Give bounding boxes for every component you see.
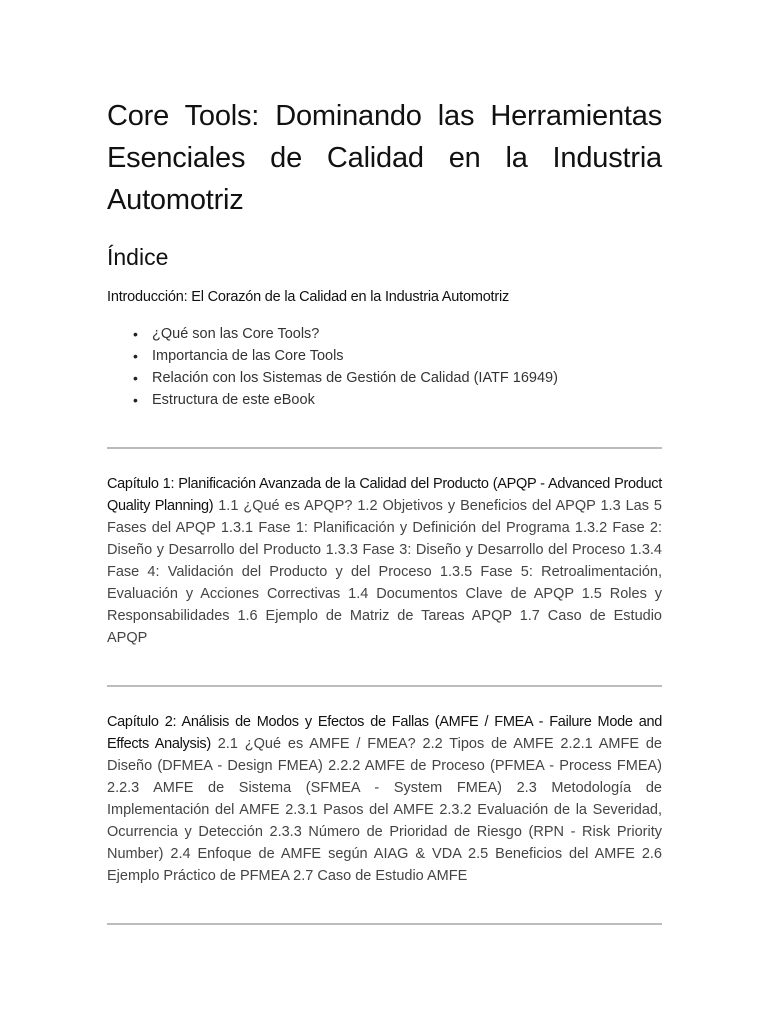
list-item-label: ¿Qué son las Core Tools?	[152, 326, 320, 342]
chapter-2-entry	[107, 711, 662, 887]
bullet-icon: •	[133, 326, 138, 342]
chapter-2-title: Capítulo 2: Análisis de Modos y Efectos de Fallas (AMFE / FMEA - Failure Mode and Effects Analysis)	[107, 714, 662, 752]
chapter-2-contents: 2.1 ¿Qué es AMFE / FMEA? 2.2 Tipos de AMFE 2.2.1 AMFE de Diseño (DFMEA - Design FMEA) 2.2.2 AMFE de Proceso (PFMEA - Process FMEA) 2.2.3 AMFE de Sistema (SFMEA - System FMEA) 2.3 Metodología de Implementación del AMFE 2.3.1 Pasos del AMFE 2.3.2 Evaluación de la Severidad, Ocurrencia y Detección 2.3.3 Número de Prioridad de Riesgo (RPN - Risk Priority Number) 2.4 Enfoque de AMFE según AIAG & VDA 2.5 Beneficios del AMFE 2.6 Ejemplo Práctico de PFMEA 2.7 Caso de Estudio AMFE	[107, 736, 662, 884]
section-divider	[107, 923, 662, 925]
list-item	[107, 367, 662, 389]
list-item	[107, 345, 662, 367]
intro-bullet-list	[107, 323, 662, 411]
document-title: Core Tools: Dominando las Herramientas Esenciales de Calidad en la Industria Automotriz	[107, 100, 662, 216]
bullet-icon: •	[133, 370, 138, 386]
list-item-label: Importancia de las Core Tools	[152, 348, 344, 364]
bullet-icon: •	[133, 392, 138, 408]
list-item	[107, 323, 662, 345]
chapter-1-entry	[107, 473, 662, 649]
section-divider	[107, 685, 662, 687]
list-item-label: Relación con los Sistemas de Gestión de Calidad (IATF 16949)	[152, 370, 558, 386]
section-divider	[107, 447, 662, 449]
document-page	[107, 95, 662, 925]
bullet-icon: •	[133, 348, 138, 364]
chapter-1-contents: 1.1 ¿Qué es APQP? 1.2 Objetivos y Beneficios del APQP 1.3 Las 5 Fases del APQP 1.3.1 Fase 1: Planificación y Definición del Programa 1.3.2 Fase 2: Diseño y Desarrollo del Producto 1.3.3 Fase 3: Diseño y Desarrollo del Proceso 1.3.4 Fase 4: Validación del Producto y del Proceso 1.3.5 Fase 5: Retroalimentación, Evaluación y Acciones Correctivas 1.4 Documentos Clave de APQP 1.5 Roles y Responsabilidades 1.6 Ejemplo de Matriz de Tareas APQP 1.7 Caso de Estudio APQP	[107, 498, 662, 646]
intro-heading: Introducción: El Corazón de la Calidad en la Industria Automotriz	[107, 289, 510, 305]
chapter-1-title: Capítulo 1: Planificación Avanzada de la Calidad del Producto (APQP - Advanced Product Quality Planning)	[107, 476, 662, 514]
list-item	[107, 389, 662, 411]
list-item-label: Estructura de este eBook	[152, 392, 315, 408]
index-heading: Índice	[107, 244, 169, 270]
